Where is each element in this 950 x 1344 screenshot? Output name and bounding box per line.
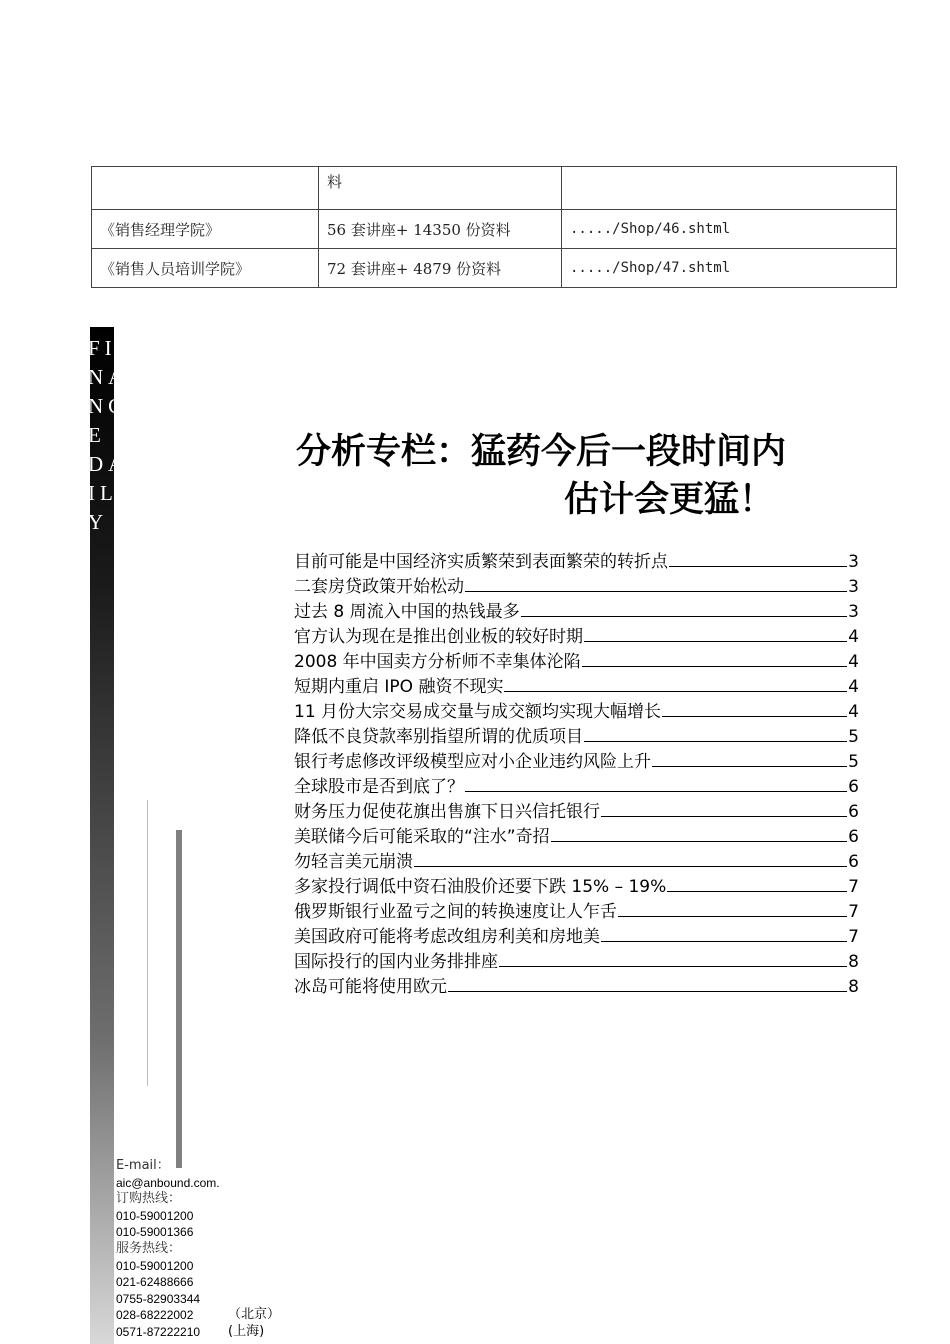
title-line-1: 分析专栏：猛药今后一段时间内 (296, 432, 787, 472)
order-hotline-label: 订购热线： (116, 1191, 182, 1207)
toc-leader-line (662, 716, 847, 717)
service-phone (116, 1324, 296, 1341)
sidebar-letter: E (88, 423, 106, 447)
toc-page-number: 4 (848, 627, 859, 647)
table-cell: 72 套讲座+ 4879 份资料 (319, 249, 562, 288)
contact-info (116, 1157, 296, 1341)
toc-entry[interactable] (294, 872, 859, 897)
toc-leader-line (504, 691, 847, 692)
sidebar-letter: Y (88, 510, 109, 534)
sidebar-wordmark (88, 334, 129, 537)
toc-entry-title: 过去 8 周流入中国的热钱最多 (294, 602, 520, 622)
toc-leader-line (551, 841, 848, 842)
toc-entry[interactable] (294, 897, 859, 922)
service-phone-list (116, 1258, 296, 1341)
toc-leader-line (465, 591, 847, 592)
toc-leader-line (584, 741, 847, 742)
table-cell (92, 167, 319, 210)
table-row (92, 210, 897, 249)
toc-entry-title: 目前可能是中国经济实质繁荣到表面繁荣的转折点 (294, 552, 668, 572)
toc-page-number: 5 (848, 727, 859, 747)
toc-entry-title: 俄罗斯银行业盈亏之间的转换速度让人乍舌 (294, 902, 617, 922)
divider-line (147, 800, 148, 1086)
service-phone (116, 1274, 296, 1291)
toc-page-number: 4 (848, 702, 859, 722)
page-title (296, 428, 856, 524)
table-row (92, 249, 897, 288)
toc-entry[interactable] (294, 772, 859, 797)
toc-entry[interactable] (294, 747, 859, 772)
toc-page-number: 6 (848, 852, 859, 872)
toc-entry-title: 冰岛可能将使用欧元 (294, 977, 447, 997)
toc-entry[interactable] (294, 947, 859, 972)
phone-number: 028-68222002 (116, 1308, 194, 1323)
toc-entry-title: 勿轻言美元崩溃 (294, 852, 413, 872)
phone-city: (上海) (228, 1323, 265, 1339)
toc-leader-line (667, 891, 847, 892)
toc-page-number: 3 (848, 602, 859, 622)
phone-number: 0571-87222210 (116, 1324, 201, 1339)
toc-entry[interactable] (294, 572, 859, 597)
toc-entry[interactable] (294, 847, 859, 872)
toc-entry-title: 财务压力促使花旗出售旗下日兴信托银行 (294, 802, 600, 822)
table-row (92, 167, 897, 210)
toc-page-number: 5 (848, 752, 859, 772)
resource-table (91, 166, 897, 288)
table-cell: 料 (319, 167, 562, 210)
table-cell: 56 套讲座+ 14350 份资料 (319, 210, 562, 249)
title-line-2: 估计会更猛！ (564, 480, 775, 520)
table-cell: 《销售人员培训学院》 (92, 249, 319, 288)
toc-entry-title: 短期内重启 IPO 融资不现实 (294, 677, 504, 697)
toc-leader-line (618, 916, 847, 917)
toc-leader-line (601, 816, 847, 817)
email-label: E-mail： (116, 1158, 170, 1173)
service-hotline-label: 服务热线： (116, 1240, 182, 1256)
toc-entry[interactable] (294, 672, 859, 697)
toc-page-number: 7 (848, 902, 859, 922)
toc-entry[interactable] (294, 647, 859, 672)
toc-entry-title: 官方认为现在是推出创业板的较好时期 (294, 627, 583, 647)
toc-page-number: 6 (848, 802, 859, 822)
accent-rule (176, 830, 182, 1168)
toc-page-number: 8 (848, 977, 859, 997)
toc-entry[interactable] (294, 622, 859, 647)
toc-entry[interactable] (294, 722, 859, 747)
toc-entry-title: 2008 年中国卖方分析师不幸集体沦陷 (294, 652, 581, 672)
table-cell: 《销售经理学院》 (92, 210, 319, 249)
toc-entry[interactable] (294, 797, 859, 822)
sidebar-letter: IL (88, 481, 118, 505)
toc-entry[interactable] (294, 547, 859, 572)
sidebar-letter: DA (88, 452, 129, 476)
toc-leader-line (521, 616, 848, 617)
toc-page-number: 6 (848, 777, 859, 797)
toc-entry[interactable] (294, 697, 859, 722)
table-cell (562, 167, 897, 210)
service-phone (116, 1258, 296, 1275)
toc-entry-title: 多家投行调低中资石油股价还要下跌 15% – 19% (294, 877, 667, 897)
toc-page-number: 7 (848, 877, 859, 897)
toc-entry[interactable] (294, 597, 859, 622)
sidebar-letter: FI (88, 336, 117, 360)
toc-page-number: 4 (848, 652, 859, 672)
toc-entry-title: 全球股市是否到底了？ (294, 777, 464, 797)
order-phone: 010-59001200 (116, 1208, 194, 1223)
toc-leader-line (465, 791, 847, 792)
toc-leader-line (669, 566, 847, 567)
toc-leader-line (414, 866, 847, 867)
service-phone (116, 1307, 296, 1324)
table-cell[interactable]: ...../Shop/47.shtml (562, 249, 897, 288)
toc-page-number: 3 (848, 577, 859, 597)
toc-page-number: 7 (848, 927, 859, 947)
toc-entry-title: 11 月份大宗交易成交量与成交额均实现大幅增长 (294, 702, 662, 722)
toc-entry[interactable] (294, 972, 859, 997)
toc-entry[interactable] (294, 922, 859, 947)
service-phone (116, 1291, 296, 1308)
toc-page-number: 8 (848, 952, 859, 972)
toc-leader-line (601, 941, 847, 942)
phone-number: 021-62488666 (116, 1275, 194, 1290)
toc-entry-title: 二套房贷政策开始松动 (294, 577, 464, 597)
toc-leader-line (582, 666, 848, 667)
sidebar-letter: NA (88, 365, 129, 389)
phone-number: 0755-82903344 (116, 1291, 201, 1306)
toc-leader-line (448, 991, 847, 992)
toc-entry-title: 美国政府可能将考虑改组房利美和房地美 (294, 927, 600, 947)
toc-leader-line (652, 766, 847, 767)
sidebar-letter: NC (88, 394, 128, 418)
order-phone: 010-59001366 (116, 1225, 194, 1240)
toc-entry-title: 国际投行的国内业务排排座 (294, 952, 498, 972)
table-of-contents (294, 547, 859, 997)
toc-page-number: 3 (848, 552, 859, 572)
table-cell[interactable]: ...../Shop/46.shtml (562, 210, 897, 249)
toc-entry[interactable] (294, 822, 859, 847)
email-address[interactable]: aic@anbound.com. (116, 1175, 220, 1190)
toc-leader-line (499, 966, 847, 967)
phone-number: 010-59001200 (116, 1258, 194, 1273)
toc-entry-title: 银行考虑修改评级模型应对小企业违约风险上升 (294, 752, 651, 772)
toc-entry-title: 降低不良贷款率别指望所谓的优质项目 (294, 727, 583, 747)
toc-page-number: 4 (848, 677, 859, 697)
toc-page-number: 6 (848, 827, 859, 847)
toc-entry-title: 美联储今后可能采取的“注水”奇招 (294, 827, 550, 847)
phone-city: （北京） (228, 1307, 281, 1323)
toc-leader-line (584, 641, 847, 642)
